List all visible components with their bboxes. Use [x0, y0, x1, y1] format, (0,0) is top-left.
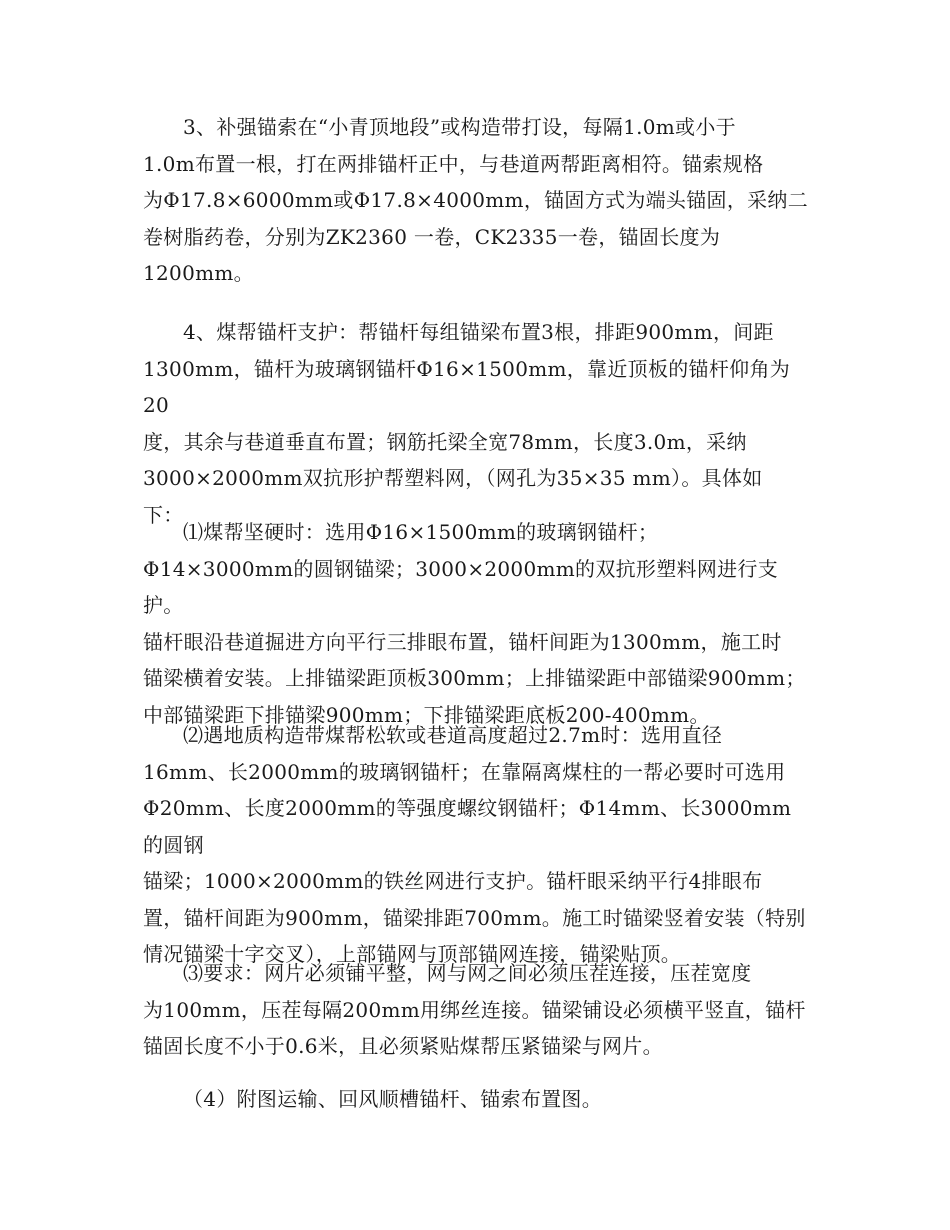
paragraph-requirements: ⑶要求：网片必须铺平整，网与网之间必须压茬连接，压茬宽度 为100mm，压茬每隔200mm用绑丝连接。锚梁铺设必须横平竖直，锚杆 锚固长度不小于0.6米，且必须紧贴煤帮压紧锚梁与网片。	[143, 961, 806, 1058]
paragraph-soft-coal-wall: ⑵遇地质构造带煤帮松软或巷道高度超过2.7m时：选用直径 16mm、长2000mm的玻璃钢锚杆；在靠隔离煤柱的一帮必要时可选用 Φ20mm、长度2000mm的等强度螺纹钢锚杆；Φ14mm、长3000mm的圆钢 锚梁；1000×2000mm的铁丝网进行支护。锚杆眼采纳平行4排眼布 置，锚杆间距为900mm，锚梁排距700mm。施工时锚梁竖着安装（特别 情况锚梁十字交叉），上部锚网与顶部锚网连接，锚梁贴顶。	[143, 723, 806, 966]
paragraph-attached-figure: （4）附图运输、回风顺槽锚杆、锚索布置图。	[183, 1087, 603, 1111]
paragraph-hard-coal-wall: ⑴煤帮坚硬时：选用Φ16×1500mm的玻璃钢锚杆； Φ14×3000mm的圆钢锚梁；3000×2000mm的双抗形塑料网进行支护。 锚杆眼沿巷道掘进方向平行三排眼布置，锚杆间距为1300mm，施工时 锚梁横着安装。上排锚梁距顶板300mm；上排锚梁距中部锚梁900mm； 中部锚梁距下排锚梁900mm；下排锚梁距底板200-400mm。	[143, 520, 806, 727]
paragraph-coal-wall-bolt-support: 4、煤帮锚杆支护：帮锚杆每组锚梁布置3根，排距900mm，间距 1300mm，锚杆为玻璃钢锚杆Φ16×1500mm，靠近顶板的锚杆仰角为20 度，其余与巷道垂直布置；钢筋托梁全宽78mm，长度3.0m，采纳 3000×2000mm双抗形护帮塑料网，（网孔为35×35 mm）。具体如 下：	[143, 320, 791, 527]
paragraph-anchor-cable-reinforcement: 3、补强锚索在“小青顶地段”或构造带打设，每隔1.0m或小于 1.0m布置一根，打在两排锚杆正中，与巷道两帮距离相符。锚索规格 为Φ17.8×6000mm或Φ17.8×4000mm，锚固方式为端头锚固，采纳二 卷树脂药卷，分别为ZK2360 一卷，CK2335一卷，锚固长度为 1200mm。	[143, 115, 809, 285]
